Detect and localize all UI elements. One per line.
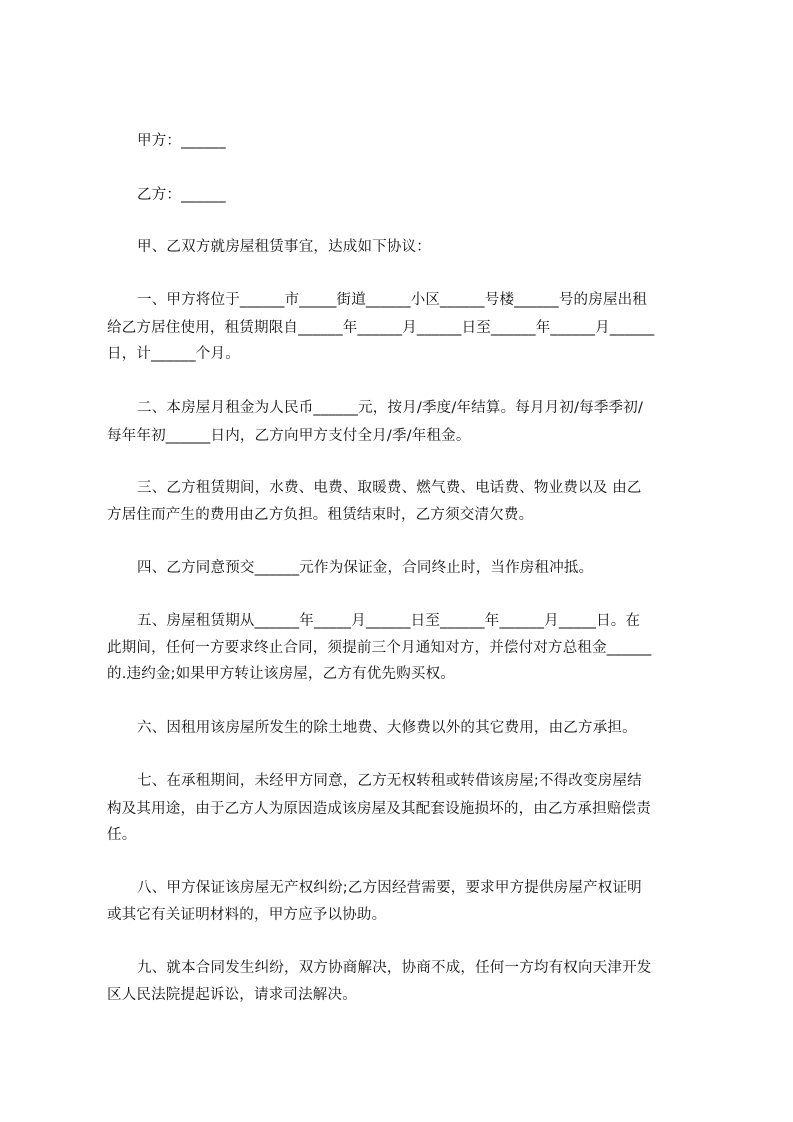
clause-9-line-1: 九、就本合同发生纠纷，双方协商解决，协商不成，任何一方均有权向天津开发 — [137, 960, 652, 976]
clause-5-line-1: 五、房屋租赁期从______年_____月______日至______年______月_____日。在 — [137, 613, 641, 629]
clause-2-line-2: 每年年初______日内，乙方向甲方支付全月/季/年租金。 — [107, 428, 471, 444]
clause-7-line-2: 构及其用途，由于乙方人为原因造成该房屋及其配套设施损坏的，由乙方承担赔偿责 — [107, 801, 651, 817]
clause-1-line-1: 一、甲方将位于______市_____街道______小区______号楼______号的房屋出租 — [137, 292, 648, 308]
clause-8-line-2: 或其它有关证明材料的，甲方应予以协助。 — [107, 907, 387, 923]
clause-6-line-1: 六、因租用该房屋所发生的除土地费、大修费以外的其它费用，由乙方承担。 — [137, 720, 637, 736]
intro-line: 甲、乙双方就房屋租赁事宜，达成如下协议： — [137, 239, 431, 255]
clause-5-line-2: 此期间，任何一方要求终止合同，须提前三个月通知对方，并偿付对方总租金______ — [107, 640, 652, 656]
clause-9-line-2: 区人民法院提起诉讼，请求司法解决。 — [107, 987, 357, 1003]
clause-1-line-2: 给乙方居住使用，租赁期限自______年______月______日至______年______月______ — [107, 320, 655, 336]
clause-2-line-1: 二、本房屋月租金为人民币______元，按月/季度/年结算。每月月初/每季季初/ — [137, 400, 644, 416]
clause-7-line-1: 七、在承租期间，未经甲方同意，乙方无权转租或转借该房屋;不得改变房屋结 — [137, 773, 642, 789]
clause-3-line-1: 三、乙方租赁期间，水费、电费、取暖费、燃气费、电话费、物业费以及 由乙 — [137, 480, 642, 496]
party-a-line: 甲方：______ — [137, 133, 226, 149]
clause-5-line-3: 的.违约金;如果甲方转让该房屋，乙方有优先购买权。 — [107, 666, 455, 682]
clause-1-line-3: 日，计______个月。 — [107, 346, 240, 362]
clause-7-line-3: 任。 — [107, 827, 137, 843]
clause-3-line-2: 方居住而产生的费用由乙方负担。租赁结束时，乙方须交清欠费。 — [107, 507, 534, 523]
party-b-line: 乙方：______ — [137, 187, 226, 203]
clause-8-line-1: 八、甲方保证该房屋无产权纠纷;乙方因经营需要，要求甲方提供房屋产权证明 — [137, 880, 642, 896]
clause-4-line-1: 四、乙方同意预交______元作为保证金，合同终止时，当作房租冲抵。 — [137, 560, 594, 576]
